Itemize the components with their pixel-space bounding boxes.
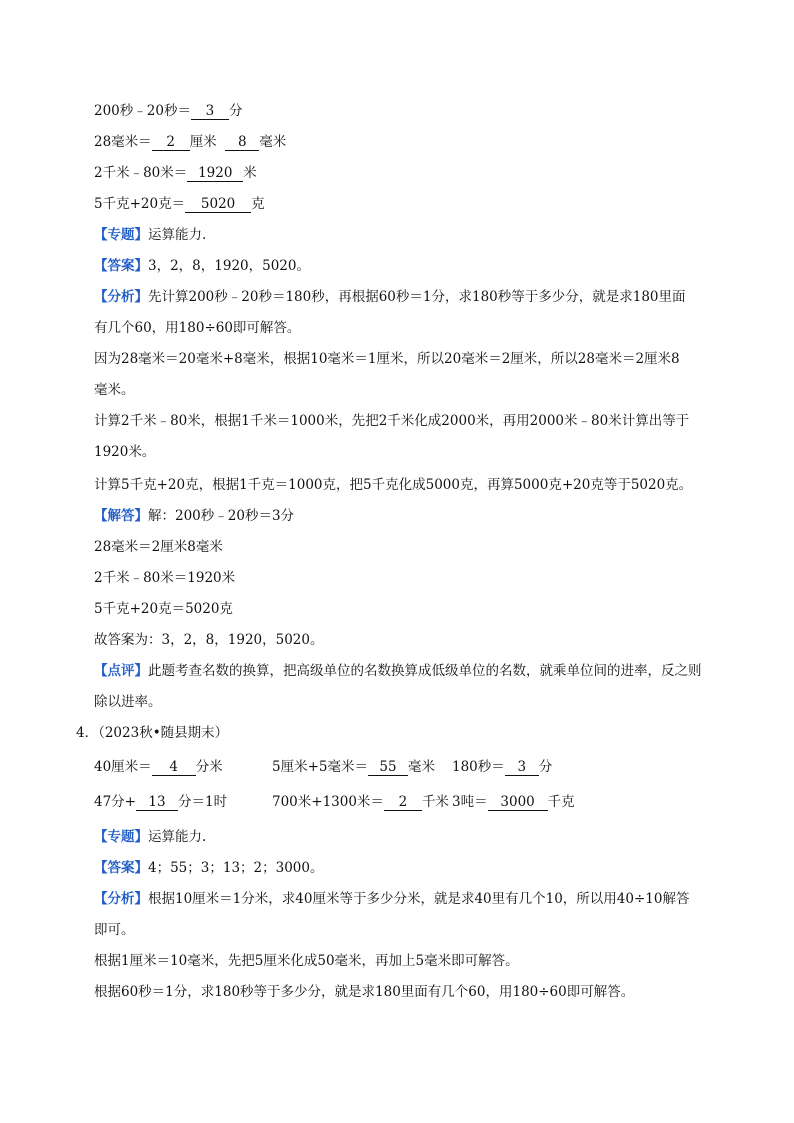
- answer-blank: 1920: [187, 166, 243, 182]
- q4-item: 40厘米＝ 4 分米: [94, 759, 223, 775]
- analysis-line: 计算2千米﹣80米，根据1千米＝1000米，先把2千米化成2000米，再用2000米﹣80米计算出等于: [94, 413, 690, 429]
- answer-blank: 8: [225, 135, 259, 151]
- answer-blank: 5020: [185, 197, 251, 213]
- answer-blank: 4: [152, 760, 196, 776]
- q4-item: 5厘米+5毫米＝ 55 毫米: [272, 759, 435, 775]
- solution-line: 2千米﹣80米＝1920米: [94, 570, 236, 586]
- q4-item: 700米+1300米＝ 2 千米: [272, 794, 449, 810]
- comment-line: 除以进率。: [94, 694, 162, 710]
- analysis-line: 1920米。: [94, 444, 156, 460]
- answer-blank: 55: [368, 760, 408, 776]
- analysis-line: 计算5千克+20克，根据1千克＝1000克，把5千克化成5000克，再算5000克+20克等于5020克。: [94, 477, 693, 493]
- analysis-line: 根据60秒＝1分，求180秒等于多少分，就是求180里面有几个60，用180÷60即可解答。: [94, 984, 635, 1000]
- answer-blank: 3: [191, 104, 229, 120]
- solution-line: 故答案为：3，2，8，1920，5020。: [94, 632, 324, 648]
- q4-item: 3吨＝ 3000 千克: [452, 794, 575, 810]
- question-source: （2023秋•随县期末）: [98, 725, 229, 741]
- topic-tag: 【专题】: [94, 227, 148, 243]
- answer-tag: 【答案】: [94, 258, 148, 274]
- analysis-line: 【分析】根据10厘米＝1分米，求40厘米等于多少分米，就是求40里有几个10，所以用40÷10解答: [94, 891, 690, 907]
- analysis-line: 即可。: [94, 922, 135, 938]
- answer-line: 【答案】4；55；3；13；2；3000。: [94, 860, 324, 876]
- conversion-row-4: 5千克+20克＝ 5020 克: [94, 196, 265, 212]
- solution-line: 28毫米＝2厘米8毫米: [94, 539, 223, 555]
- answer-tag: 【答案】: [94, 860, 148, 876]
- question-number: 4．: [76, 725, 99, 741]
- answer-blank: 2: [384, 795, 422, 811]
- answer-blank: 2: [152, 135, 190, 151]
- topic-tag: 【专题】: [94, 829, 148, 845]
- analysis-line: 毫米。: [94, 382, 135, 398]
- analysis-line: 有几个60，用180÷60即可解答。: [94, 320, 301, 336]
- comment-tag: 【点评】: [94, 663, 148, 679]
- q4-item: 180秒＝ 3 分: [452, 759, 553, 775]
- q4-item: 47分+ 13 分＝1时: [94, 794, 228, 810]
- answer-line: 【答案】3，2，8，1920，5020。: [94, 258, 310, 274]
- conversion-row-1: 200秒﹣20秒＝ 3 分: [94, 103, 243, 119]
- answer-blank: 13: [136, 795, 178, 811]
- analysis-line: 根据1厘米＝10毫米，先把5厘米化成50毫米，再加上5毫米即可解答。: [94, 953, 519, 969]
- conversion-row-3: 2千米﹣80米＝ 1920 米: [94, 165, 257, 181]
- solution-tag: 【解答】: [94, 508, 148, 524]
- answer-blank: 3: [505, 760, 539, 776]
- analysis-tag: 【分析】: [94, 289, 148, 305]
- answer-blank: 3000: [488, 795, 548, 811]
- conversion-row-2: 28毫米＝ 2 厘米 8 毫米: [94, 134, 287, 150]
- topic-line: 【专题】运算能力.: [94, 829, 207, 845]
- analysis-tag: 【分析】: [94, 891, 148, 907]
- analysis-line: 因为28毫米＝20毫米+8毫米，根据10毫米＝1厘米，所以20毫米＝2厘米，所以28毫米＝2厘米8: [94, 351, 680, 367]
- topic-line: 【专题】运算能力.: [94, 227, 207, 243]
- analysis-line: 【分析】先计算200秒﹣20秒＝180秒，再根据60秒＝1分，求180秒等于多少分，就是求180里面: [94, 289, 686, 305]
- solution-line: 5千克+20克＝5020克: [94, 601, 233, 617]
- question-header: [76, 724, 228, 742]
- solution-line: 【解答】解：200秒﹣20秒＝3分: [94, 508, 295, 524]
- comment-line: 【点评】此题考查名数的换算，把高级单位的名数换算成低级单位的名数，就乘单位间的进率，反之则: [94, 663, 702, 679]
